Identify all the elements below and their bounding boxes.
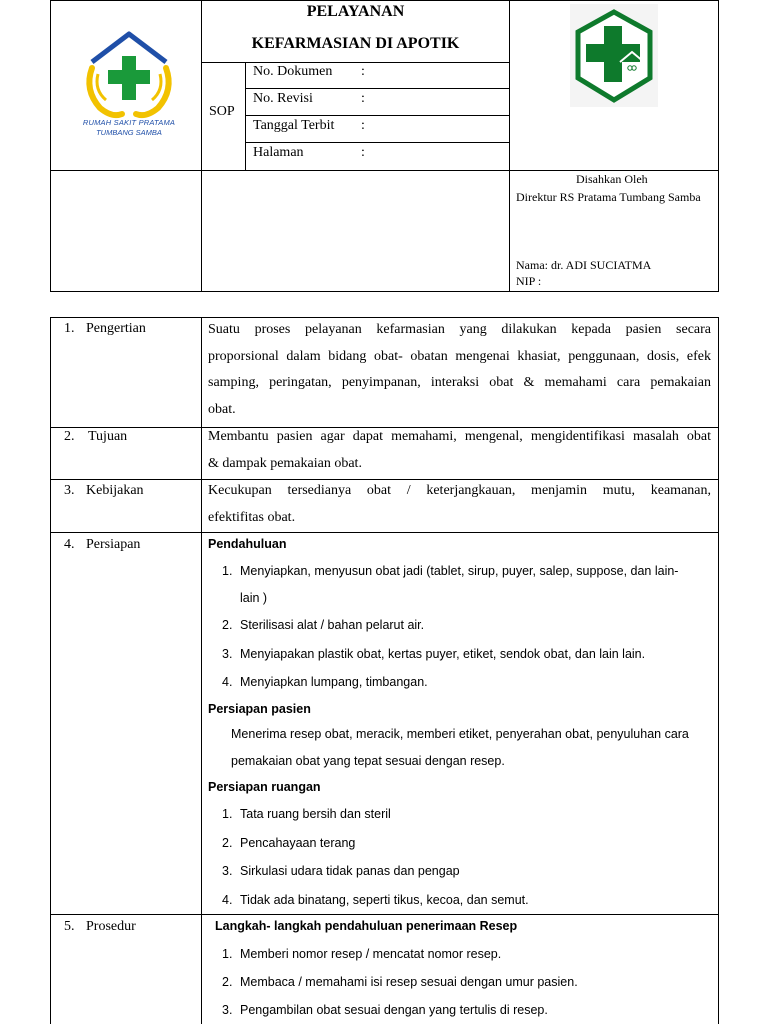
doc-title-line2: KEFARMASIAN DI APOTIK — [251, 35, 460, 52]
field-sep: : — [361, 64, 365, 79]
logo-text-line2: TUMBANG SAMBA — [96, 128, 162, 137]
subheading-pendahuluan: Pendahuluan — [208, 537, 287, 551]
hospital-logo — [78, 28, 180, 148]
body-line: & dampak pemakaian obat. — [208, 455, 362, 471]
subheading-persiapan-ruangan: Persiapan ruangan — [208, 780, 321, 794]
section-body-pengertian — [208, 317, 711, 424]
right-logo — [570, 4, 658, 107]
logo-text-line1: RUMAH SAKIT PRATAMA — [82, 118, 176, 127]
section-label-tujuan: 2. Tujuan — [64, 429, 128, 444]
field-sep: : — [361, 118, 365, 133]
field-sep: : — [361, 91, 365, 106]
body-line: Suatu proses pelayanan kefarmasian yang dilakukan kepada pasien secara — [208, 322, 711, 337]
body-line: Membantu pasien agar dapat memahami, mengenal, mengidentifikasi masalah obat — [208, 429, 711, 444]
subheading-prosedur: Langkah- langkah pendahuluan penerimaan Resep — [215, 919, 518, 933]
doc-title-line1: PELAYANAN — [306, 3, 405, 20]
approval-by: Disahkan Oleh — [576, 172, 648, 186]
body-line: obat. — [208, 402, 236, 418]
field-no-revisi: No. Revisi — [253, 91, 313, 106]
field-tanggal-terbit: Tanggal Terbit — [253, 118, 335, 133]
section-label-persiapan: 4. Persiapan — [64, 537, 141, 552]
body-line: Menerima resep obat, meracik, memberi etiket, penyerahan obat, penyuluhan cara — [231, 727, 689, 741]
section-label-kebijakan: 3. Kebijakan — [64, 483, 144, 498]
body-line: pemakaian obat yang tepat sesuai dengan resep. — [231, 754, 505, 768]
approver-name: Nama: dr. ADI SUCIATMA — [516, 258, 652, 272]
approver-nip: NIP : — [516, 274, 542, 288]
body-line: samping, peringatan, penyimpanan, interaksi obat & memahami cara pemakaian — [208, 375, 711, 391]
section-body-tujuan — [208, 424, 711, 477]
section-label-pengertian: 1. Pengertian — [64, 321, 146, 336]
sop-label: SOP — [209, 104, 235, 119]
field-no-dokumen: No. Dokumen — [253, 64, 333, 79]
section-body-kebijakan — [208, 478, 711, 531]
approval-title: Direktur RS Pratama Tumbang Samba — [516, 190, 701, 204]
body-line: efektifitas obat. — [208, 509, 296, 525]
field-halaman: Halaman — [253, 145, 304, 160]
subheading-persiapan-pasien: Persiapan pasien — [208, 702, 311, 716]
section-label-prosedur: 5. Prosedur — [64, 919, 136, 934]
body-line: Kecukupan tersedianya obat / keterjangkauan, menjamin mutu, keamanan, — [208, 483, 711, 498]
body-line: proporsional dalam bidang obat- obatan mengenai khasiat, penggunaan, dosis, efek — [208, 348, 711, 364]
cross-house-logo-icon — [570, 4, 658, 107]
field-sep: : — [361, 145, 365, 160]
